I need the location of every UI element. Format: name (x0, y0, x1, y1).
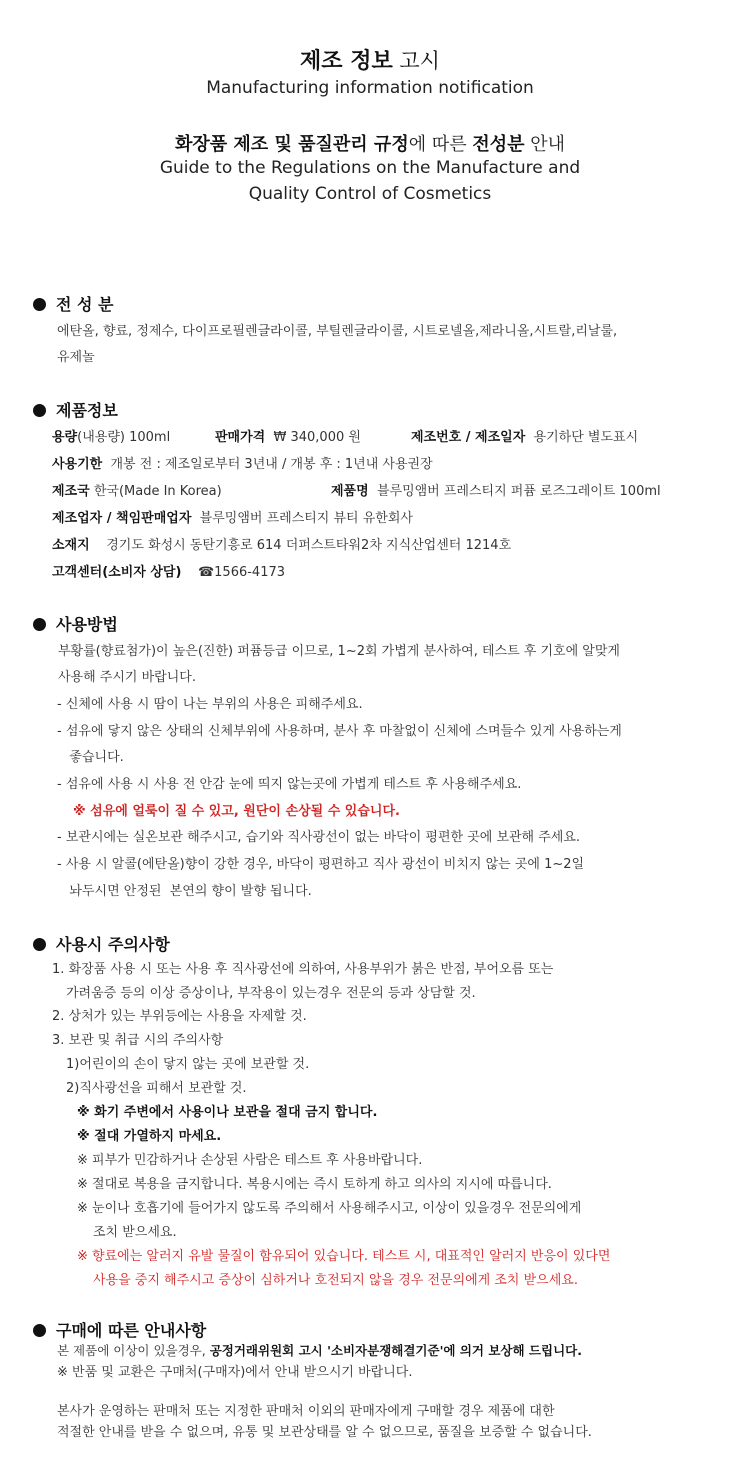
usage-heading: 사용방법 (33, 612, 118, 635)
expiry-row: 사용기한 개봉 전 : 제조일로부터 3년내 / 개봉 후 : 1년내 사용권장 (52, 457, 433, 472)
country-row: 제조국 한국(Made In Korea) (52, 484, 222, 499)
usage-warning: ※ 섬유에 얼룩이 질 수 있고, 원단이 손상될 수 있습니다. (73, 804, 400, 819)
product-name-row: 제품명 블루밍앰버 프레스티지 퍼퓸 로즈그레이트 100ml (331, 484, 661, 499)
bullet-icon (33, 1324, 46, 1337)
guide-title: 화장품 제조 및 품질관리 규정에 따른 전성분 안내 (174, 134, 565, 155)
maker-row: 제조업자 / 책임판매업자 블루밍앰버 프레스티지 뷰티 유한회사 (52, 511, 413, 526)
usage-line: 좋습니다. (57, 750, 124, 765)
usage-line: 놔두시면 안정된 본연의 향이 발향 됩니다. (57, 884, 312, 899)
purchase-line: 본 제품에 이상이 있을경우, 공정거래위원회 고시 '소비자분쟁해결기준'에 의거 보상해 드립니다. (57, 1343, 582, 1358)
purchase-line: 본사가 운영하는 판매처 또는 지정한 판매처 이외의 판매자에게 구매할 경우 제품에 대한 (57, 1404, 555, 1419)
caution-line: ※ 피부가 민감하거나 손상된 사람은 테스트 후 사용바랍니다. (77, 1153, 423, 1168)
bullet-icon (33, 298, 46, 311)
caution-line: 3. 보관 및 취급 시의 주의사항 (52, 1033, 224, 1048)
caution-line: 조치 받으세요. (93, 1225, 177, 1240)
usage-line: - 보관시에는 실온보관 해주시고, 습기와 직사광선이 없는 바닥이 평편한 곳에 보관해 주세요. (57, 830, 581, 845)
usage-line: - 신체에 사용 시 땀이 나는 부위의 사용은 피해주세요. (57, 697, 363, 712)
lot-row: 제조번호 / 제조일자 용기하단 별도표시 (411, 430, 639, 445)
caution-line: 2. 상처가 있는 부위등에는 사용을 자제할 것. (52, 1009, 307, 1024)
caution-line: ※ 절대로 복용을 금지합니다. 복용시에는 즉시 토하게 하고 의사의 지시에 따릅니다. (77, 1177, 552, 1192)
purchase-line: ※ 반품 및 교환은 구매처(구매자)에서 안내 받으시기 바랍니다. (57, 1365, 413, 1380)
usage-line: - 섬유에 사용 시 사용 전 안감 눈에 띄지 않는곳에 가볍게 테스트 후 사용해주세요. (57, 777, 522, 792)
product-info-heading: 제품정보 (33, 398, 118, 421)
price-row: 판매가격 ₩ 340,000 원 (215, 430, 361, 445)
volume-row: 용량(내용량) 100ml (52, 430, 171, 445)
usage-line: 부황률(향료첨가)이 높은(진한) 퍼퓸등급 이므로, 1~2회 가볍게 분사하여, 테스트 후 기호에 알맞게 (58, 644, 620, 659)
purchase-line: 적절한 안내를 받을 수 없으며, 유통 및 보관상태를 알 수 없으므로, 품질을 보증할 수 없습니다. (57, 1425, 592, 1440)
page-title-en: Manufacturing information notification (206, 78, 534, 98)
bullet-icon (33, 404, 46, 417)
caution-allergy: 사용을 중지 해주시고 증상이 심하거나 호전되지 않을 경우 전문의에게 조치 받으세요. (93, 1273, 578, 1288)
guide-title-en-2: Quality Control of Cosmetics (248, 184, 492, 204)
cautions-heading: 사용시 주의사항 (33, 932, 170, 955)
caution-line: ※ 눈이나 호흡기에 들어가지 않도록 주의해서 사용해주시고, 이상이 있을경우 전문의에게 (77, 1201, 582, 1216)
phone-number: ☎1566-4173 (197, 565, 286, 580)
bullet-icon (33, 618, 46, 631)
bullet-icon (33, 938, 46, 951)
page-title: 제조 정보 고시 (300, 49, 440, 74)
caution-line: 1)어린이의 손이 닿지 않는 곳에 보관할 것. (66, 1057, 310, 1072)
caution-line: 1. 화장품 사용 시 또는 사용 후 직사광선에 의하여, 사용부위가 붉은 반점, 부어오름 또는 (52, 962, 554, 977)
usage-line: - 섬유에 닿지 않은 상태의 신체부위에 사용하며, 분사 후 마찰없이 신체에 스며들수 있게 사용하는게 (57, 724, 622, 739)
caution-warning: ※ 절대 가열하지 마세요. (77, 1129, 222, 1144)
address-row: 소재지 경기도 화성시 동탄기흥로 614 더퍼스트타워2차 지식산업센터 1214호 (52, 538, 512, 553)
purchase-heading: 구매에 따른 안내사항 (33, 1318, 206, 1341)
usage-line: 사용해 주시기 바랍니다. (58, 670, 196, 685)
usage-line: - 사용 시 알콜(에탄올)향이 강한 경우, 바닥이 평편하고 직사 광선이 비치지 않는 곳에 1~2일 (57, 857, 585, 872)
caution-line: 가려움증 등의 이상 증상이나, 부작용이 있는경우 전문의 등과 상담할 것. (66, 986, 476, 1001)
customer-center-row: 고객센터(소비자 상담) ☎1566-4173 (52, 565, 286, 580)
guide-title-en-1: Guide to the Regulations on the Manufacture and (159, 158, 581, 178)
ingredients-heading: 전 성 분 (33, 292, 114, 315)
ingredients-line: 에탄올, 향료, 정제수, 다이프로필렌글라이콜, 부틸렌글라이콜, 시트로넬올,제라니올,시트랄,리날룰, (57, 324, 618, 339)
ingredients-line: 유제놀 (57, 350, 95, 365)
caution-line: 2)직사광선을 피해서 보관할 것. (66, 1081, 247, 1096)
caution-warning: ※ 화기 주변에서 사용이나 보관을 절대 금지 합니다. (77, 1105, 378, 1120)
caution-allergy: ※ 향료에는 알러지 유발 물질이 함유되어 있습니다. 테스트 시, 대표적인 알러지 반응이 있다면 (77, 1249, 611, 1264)
